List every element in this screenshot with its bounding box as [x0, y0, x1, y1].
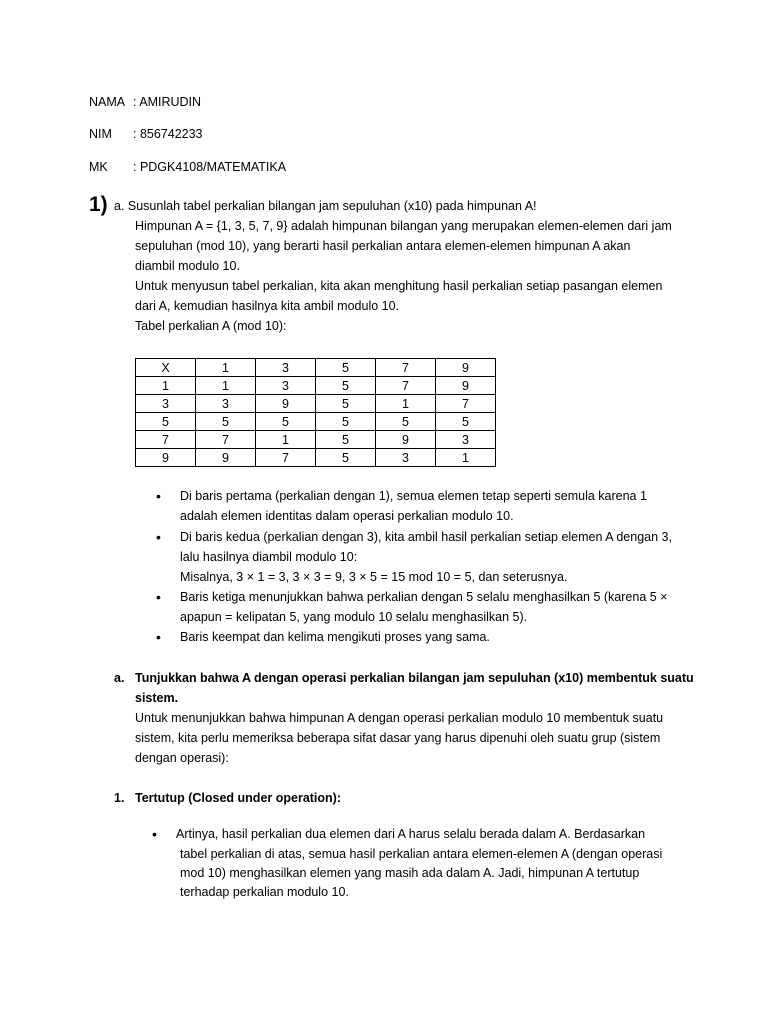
property-1-bullet-line3: mod 10) menghasilkan elemen yang masih ada dalam A. Jadi, himpunan A tertutup [180, 866, 640, 880]
bullet-1-line2: adalah elemen identitas dalam operasi perkalian modulo 10. [180, 509, 514, 523]
table-cell: 3 [136, 395, 196, 413]
bullet-2-line1: • Di baris kedua (perkalian dengan 3), kita ambil hasil perkalian setiap elemen A dengan 3, [180, 527, 672, 547]
table-cell: 7 [376, 359, 436, 377]
para1-line2: sepuluhan (mod 10), yang berarti hasil perkalian antara elemen-elemen himpunan A akan [135, 239, 631, 253]
part-b-para-line2: sistem, kita perlu memeriksa beberapa sifat dasar yang harus dipenuhi oleh suatu grup (sistem [135, 731, 661, 745]
question-number: 1) [89, 193, 108, 216]
table-cell: 5 [316, 395, 376, 413]
table-cell: 9 [196, 449, 256, 467]
table-cell: 7 [136, 431, 196, 449]
name-row [89, 92, 201, 112]
bullet-2-line2: lalu hasilnya diambil modulo 10: [180, 550, 358, 564]
table-cell: 9 [136, 449, 196, 467]
table-cell: 7 [256, 449, 316, 467]
bullet-1-line1: • Di baris pertama (perkalian dengan 1), semua elemen tetap seperti semula karena 1 [180, 486, 647, 506]
table-cell: 1 [436, 449, 496, 467]
property-1-bullet-line2: tabel perkalian di atas, semua hasil perkalian antara elemen-elemen A (dengan operasi [180, 847, 663, 861]
course-value: : PDGK4108/MATEMATIKA [133, 160, 287, 174]
table-cell: 5 [316, 413, 376, 431]
table-cell: 3 [436, 431, 496, 449]
para2-line2: dari A, kemudian hasilnya kita ambil modulo 10. [135, 299, 400, 313]
table-cell: 3 [256, 359, 316, 377]
property-1-title: Tertutup (Closed under operation): [135, 791, 342, 805]
table-cell: 9 [256, 395, 316, 413]
table-cell: 3 [256, 377, 316, 395]
bullet-3-line2: apapun = kelipatan 5, yang modulo 10 selalu menghasilkan 5). [180, 610, 528, 624]
table-cell: 1 [196, 359, 256, 377]
table-cell: 3 [196, 395, 256, 413]
table-cell: 5 [376, 413, 436, 431]
table-cell: 5 [196, 413, 256, 431]
table-cell: 7 [436, 395, 496, 413]
property-1-bullet-line4: terhadap perkalian modulo 10. [180, 885, 349, 899]
table-cell: 1 [256, 431, 316, 449]
part-a-title: a. Susunlah tabel perkalian bilangan jam sepuluhan (x10) pada himpunan A! [114, 199, 537, 213]
name-value: : AMIRUDIN [133, 95, 202, 109]
table-cell: 1 [196, 377, 256, 395]
nim-value: : 856742233 [133, 127, 203, 141]
part-b-para-line1: Untuk menunjukkan bahwa himpunan A dengan operasi perkalian modulo 10 membentuk suatu [135, 711, 664, 725]
para2-line1: Untuk menyusun tabel perkalian, kita akan menghitung hasil perkalian setiap pasangan elemen [135, 279, 663, 293]
table-cell: 9 [436, 359, 496, 377]
table-cell: X [136, 359, 196, 377]
bullet-2-line3: Misalnya, 3 × 1 = 3, 3 × 3 = 9, 3 × 5 = 15 mod 10 = 5, dan seterusnya. [180, 570, 568, 584]
part-b-para-line3: dengan operasi): [135, 751, 229, 765]
table-cell: 1 [136, 377, 196, 395]
course-row [89, 157, 286, 177]
table-cell: 5 [316, 377, 376, 395]
table-row [136, 431, 496, 449]
table-row [136, 395, 496, 413]
table-cell: 9 [436, 377, 496, 395]
para1-line3: diambil modulo 10. [135, 259, 240, 273]
table-row [136, 413, 496, 431]
part-b-marker: a. [114, 671, 125, 685]
table-cell: 5 [316, 359, 376, 377]
table-cell: 5 [136, 413, 196, 431]
table-cell: 1 [376, 395, 436, 413]
course-label: MK [89, 160, 108, 174]
para1-line1: Himpunan A = {1, 3, 5, 7, 9} adalah himpunan bilangan yang merupakan elemen-elemen dari jam [135, 219, 672, 233]
table-cell: 7 [376, 377, 436, 395]
table-row [136, 377, 496, 395]
table-row [136, 449, 496, 467]
property-1-marker: 1. [114, 791, 125, 805]
table-cell: 5 [256, 413, 316, 431]
name-label: NAMA [89, 95, 126, 109]
table-cell: 5 [436, 413, 496, 431]
table-cell: 7 [196, 431, 256, 449]
table-cell: 3 [376, 449, 436, 467]
bullet-4-line1: • Baris keempat dan kelima mengikuti proses yang sama. [180, 627, 490, 647]
table-cell: 5 [316, 431, 376, 449]
table-header-row [136, 359, 496, 377]
part-b-title-line2: sistem. [135, 691, 179, 705]
table-caption: Tabel perkalian A (mod 10): [135, 319, 287, 333]
nim-row [89, 124, 203, 144]
property-1-bullet-line1: • Artinya, hasil perkalian dua elemen dari A harus selalu berada dalam A. Berdasarkan [176, 824, 645, 844]
table-cell: 9 [376, 431, 436, 449]
table-cell: 5 [316, 449, 376, 467]
part-b-title-line1: Tunjukkan bahwa A dengan operasi perkalian bilangan jam sepuluhan (x10) membentuk suatu [135, 671, 694, 685]
bullet-3-line1: • Baris ketiga menunjukkan bahwa perkalian dengan 5 selalu menghasilkan 5 (karena 5 × [180, 587, 667, 607]
multiplication-table [135, 358, 496, 467]
nim-label: NIM [89, 127, 112, 141]
